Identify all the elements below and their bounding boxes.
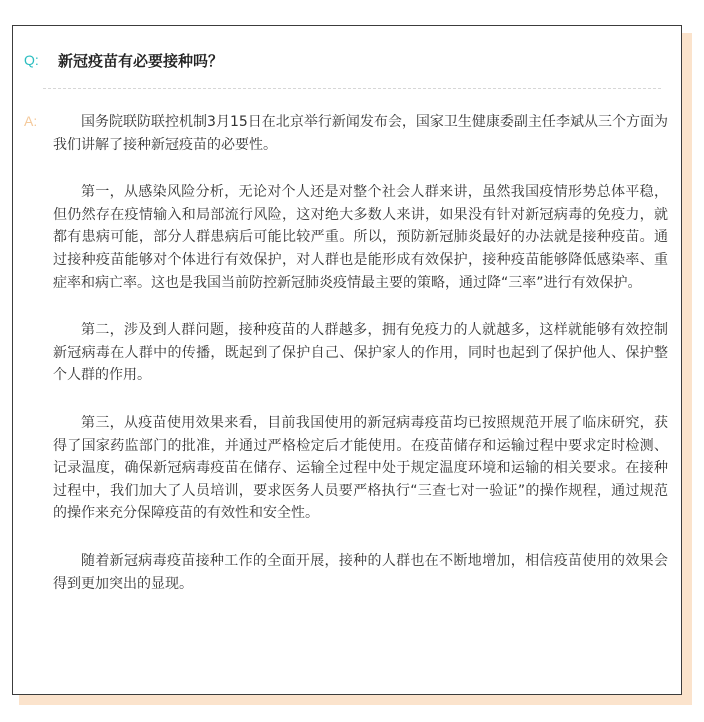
answer-paragraph: 第二，涉及到人群问题，接种疫苗的人群越多，拥有免疫力的人就越多，这样就能够有效控制新冠病毒在人群中的传播，既起到了保护自己、保护家人的作用，同时也起到了保护他人、保护整个人群的作用。 [53,322,668,384]
answer-marker: A: [24,113,38,129]
answer-paragraph: 第三，从疫苗使用效果来看，目前我国使用的新冠病毒疫苗均已按照规范开展了临床研究，获得了国家药监部门的批准，并通过严格检定后才能使用。在疫苗储存和运输过程中要求定时检测、记录温度，确保新冠病毒疫苗在储存、运输全过程中处于规定温度环境和运输的相关要求。在接种过程中，我们加大了人员培训，要求医务人员要严格执行“三查七对一验证”的操作规程，通过规范的操作来充分保障疫苗的有效性和安全性。 [53,414,668,522]
question-title: 新冠疫苗有必要接种吗？ [58,52,224,70]
answer-paragraph: 随着新冠病毒疫苗接种工作的全面开展，接种的人群也在不断地增加，相信疫苗使用的效果会得到更加突出的显现。 [53,552,668,592]
dashed-divider [43,88,661,89]
answer-paragraph: 国务院联防联控机制3月15日在北京举行新闻发布会，国家卫生健康委副主任李斌从三个方面为我们讲解了接种新冠疫苗的必要性。 [53,114,668,153]
qa-card [12,25,682,695]
question-marker: Q: [24,52,39,68]
answer-paragraph: 第一，从感染风险分析，无论对个人还是对整个社会人群来讲，虽然我国疫情形势总体平稳，但仍然存在疫情输入和局部流行风险，这对绝大多数人来讲，如果没有针对新冠病毒的免疫力，就都有患病可能，部分人群患病后可能比较严重。所以，预防新冠肺炎最好的办法就是接种疫苗。通过接种疫苗能够对个体进行有效保护，对人群也是能形成有效保护，接种疫苗能够降低感染率、重症率和病亡率。这也是我国当前防控新冠肺炎疫情最主要的策略，通过降“三率”进行有效保护。 [53,184,668,291]
answer-body [53,111,668,620]
